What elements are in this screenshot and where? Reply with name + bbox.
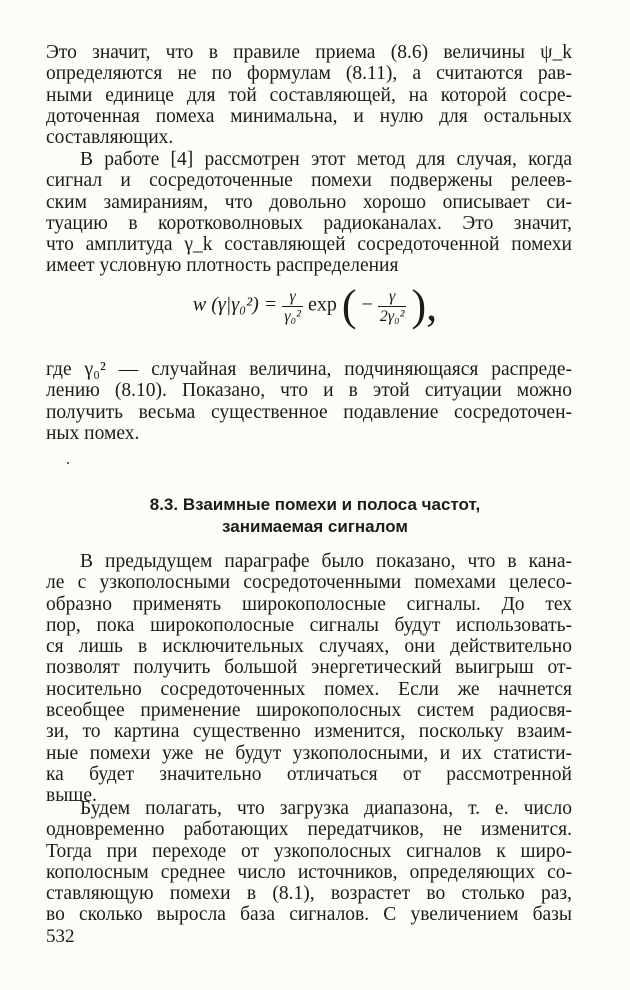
density-formula (0, 281, 630, 330)
paragraph-1 (46, 42, 572, 148)
page-number: 532 (46, 926, 75, 947)
heading-line-1: 8.3. Взаимные помехи и полоса частот, (149, 495, 481, 514)
text-line: выше. (46, 785, 97, 807)
text-line: определяются не по формулам (8.11), а считаются рав- (46, 63, 572, 85)
minus-sign: − (361, 293, 373, 316)
text-line: имеет условную плотность распределения (46, 255, 399, 277)
text-line: ка будет значительно отличаться от рассмотренной (46, 763, 572, 785)
text-line: образно применять широкополосные сигналы. До тех (46, 593, 572, 615)
text-line: лению (8.10). Показано, что и в этой ситуации можно (46, 380, 572, 402)
section-heading (0, 494, 630, 538)
text-line: ле с узкополосными сосредоточенными помехами целесо- (46, 572, 572, 594)
fraction-1-numerator: γ (282, 287, 303, 307)
fraction-1-denominator: γ₀² (284, 307, 301, 325)
paragraph-2 (46, 149, 572, 277)
text-line: ными единице для той составляющей, на которой сосре- (46, 84, 572, 106)
print-speck (67, 462, 69, 464)
text-line: всеобщее применение широкополосных систем радиосвя- (46, 700, 572, 722)
text-line: одновременно работающих передатчиков, не изменится. (46, 819, 572, 841)
text-line: составляющих. (46, 127, 174, 149)
text-line: ные помехи уже не будут узкополосными, и их статисти- (46, 742, 572, 764)
text-line: что амплитуда γ_k составляющей сосредоточенной помехи (46, 234, 572, 256)
fraction-2-denominator: 2γ₀² (379, 307, 405, 325)
text-line: туацию в коротковолновых радиоканалах. Это значит, (46, 212, 572, 234)
text-line: ся лишь в исключительных случаях, они действительно (46, 636, 572, 658)
text-line: пор, пока широкополосные сигналы будут использовать- (46, 614, 572, 636)
text-line: кополосным среднее число источников, определяющих со- (46, 861, 572, 883)
text-line: во сколько выросла база сигналов. С увеличением базы (46, 904, 572, 926)
text-line: ским замираниям, что довольно хорошо описывает си- (46, 191, 572, 213)
paragraph-4 (46, 551, 572, 807)
text-line: доточенная помеха минимальна, и нулю для остальных (46, 105, 572, 127)
left-paren: ( (341, 281, 357, 330)
text-line: В работе [4] рассмотрен этот метод для случая, когда (80, 149, 572, 170)
text-line: Это значит, что в правиле приема (8.6) величины ψ_k (46, 42, 572, 63)
text-line: ных помех. (46, 422, 140, 444)
text-line: Будем полагать, что загрузка диапазона, т. е. число (80, 798, 572, 819)
text-line: В предыдущем параграфе было показано, что в кана- (80, 551, 572, 572)
paragraph-5 (46, 798, 572, 926)
fraction-1 (282, 287, 303, 326)
text-line: сигнал и сосредоточенные помехи подвержены релеев- (46, 170, 572, 192)
text-line: где γ₀² — случайная величина, подчиняющаяся распреде- (46, 359, 572, 380)
text-line: позволят получить большой энергетический выигрыш от- (46, 657, 572, 679)
paragraph-3 (46, 359, 572, 444)
formula-tail: ), (411, 281, 438, 330)
text-line: Тогда при переходе от узкополосных сигналов к широ- (46, 840, 572, 862)
formula-lhs: w (γ|γ₀²) = (192, 293, 278, 316)
exp-function: exp (307, 293, 337, 316)
text-line: ставляющую помехи в (8.1), возрастет во столько раз, (46, 883, 572, 905)
fraction-2-numerator: γ (378, 287, 407, 307)
text-line: носительно сосредоточенных помех. Если же начнется (46, 678, 572, 700)
fraction-2 (378, 287, 407, 326)
text-line: зи, то картина существенно изменится, поскольку взаим- (46, 721, 572, 743)
heading-line-2: занимаемая сигналом (222, 517, 408, 536)
text-line: получить весьма существенное подавление сосредоточен- (46, 401, 572, 423)
